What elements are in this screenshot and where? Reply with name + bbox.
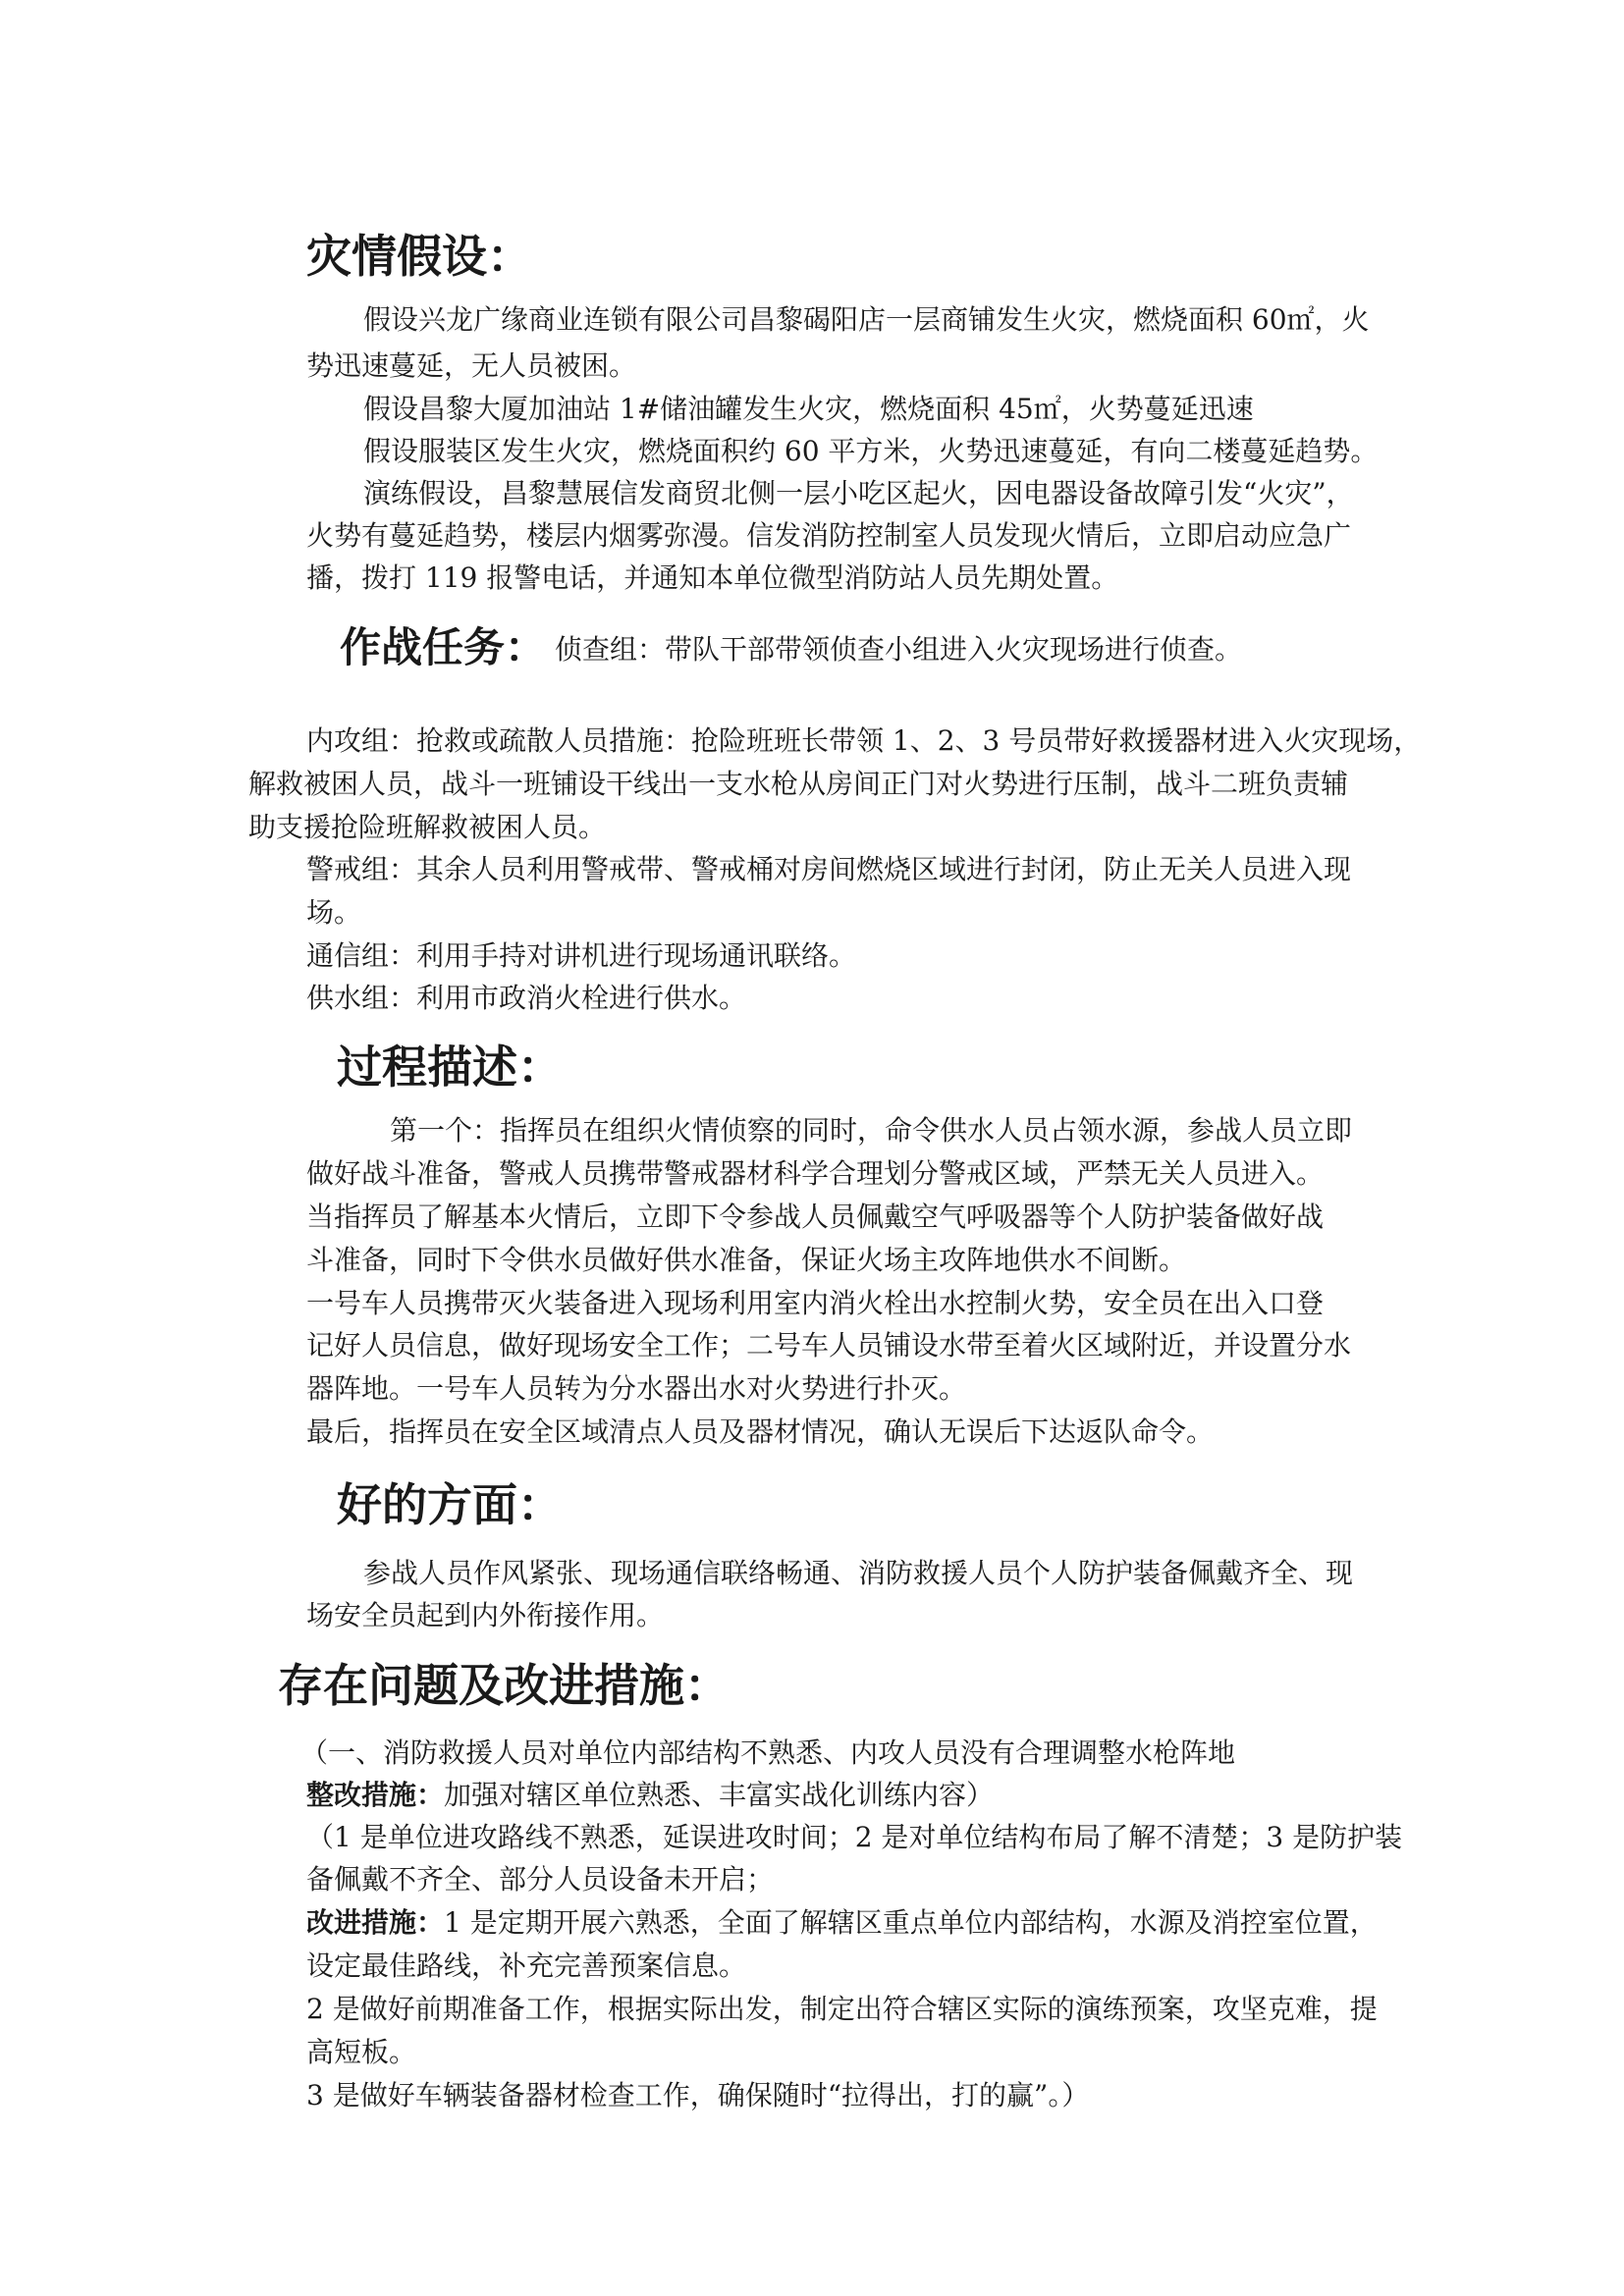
paragraph-line: 参战人员作风紧张、现场通信联络畅通、消防救援人员个人防护装备佩戴齐全、现 [363, 1557, 1354, 1589]
paragraph-line: 演练假设，昌黎慧展信发商贸北侧一层小吃区起火，因电器设备故障引发“火灾”， [363, 477, 1354, 509]
rectification-text: 加强对辖区单位熟悉、丰富实战化训练内容） [444, 1779, 995, 1811]
paragraph-line: 警戒组：其余人员利用警戒带、警戒桶对房间燃烧区域进行封闭，防止无关人员进入现 [306, 853, 1352, 885]
paragraph-line: 2 是做好前期准备工作，根据实际出发，制定出符合辖区实际的演练预案，攻坚克难，提 [306, 1993, 1378, 2025]
paragraph-line: 假设昌黎大厦加油站 1#储油罐发生火灾，燃烧面积 45㎡，火势蔓延迅速 [363, 393, 1254, 425]
improvement-label: 改进措施： [306, 1906, 445, 1939]
paragraph-line: 火势有蔓延趋势，楼层内烟雾弥漫。信发消防控制室人员发现火情后，立即启动应急广 [306, 519, 1352, 552]
heading-combat-task: 作战任务： [340, 623, 547, 671]
paragraph-line: 供水组：利用市政消火栓进行供水。 [306, 982, 747, 1014]
paragraph-line: 备佩戴不齐全、部分人员设备未开启； [306, 1863, 775, 1896]
paragraph-line: 内攻组：抢救或疏散人员措施：抢险班班长带领 1、2、3 号员带好救援器材进入火灾现场， [306, 724, 1422, 757]
paragraph-line: 一号车人员携带灭火装备进入现场利用室内消火栓出水控制火势，安全员在出入口登 [306, 1287, 1325, 1319]
paragraph-line: 侦查组：带队干部带领侦查小组进入火灾现场进行侦查。 [555, 633, 1243, 666]
heading-good-aspects: 好的方面： [337, 1478, 563, 1531]
paragraph-line: 假设服装区发生火灾，燃烧面积约 60 平方米，火势迅速蔓延，有向二楼蔓延趋势。 [363, 435, 1379, 467]
paragraph-line: 记好人员信息，做好现场安全工作；二号车人员铺设水带至着火区域附近，并设置分水 [306, 1329, 1352, 1362]
paragraph-line: 场安全员起到内外衔接作用。 [306, 1599, 665, 1631]
paragraph-line: （1 是单位进攻路线不熟悉，延误进攻时间；2 是对单位结构布局了解不清楚；3 是防护装 [306, 1821, 1403, 1853]
paragraph-line: 解救被困人员，战斗一班铺设干线出一支水枪从房间正门对火势进行压制，战斗二班负责辅 [248, 768, 1349, 800]
paragraph-line: 第一个：指挥员在组织火情侦察的同时，命令供水人员占领水源，参战人员立即 [390, 1114, 1353, 1147]
improvement-text: 1 是定期开展六熟悉，全面了解辖区重点单位内部结构，水源及消控室位置， [444, 1906, 1378, 1939]
paragraph-line: 3 是做好车辆装备器材检查工作，确保随时“拉得出，打的赢”。） [306, 2079, 1090, 2111]
paragraph-line: 播，拨打 119 报警电话，并通知本单位微型消防站人员先期处置。 [306, 561, 1119, 594]
paragraph-line: 势迅速蔓延，无人员被困。 [306, 349, 637, 382]
heading-problems-improvements: 存在问题及改进措施： [278, 1659, 730, 1712]
heading-process-description: 过程描述： [337, 1041, 563, 1094]
paragraph-line: 最后，指挥员在安全区域清点人员及器材情况，确认无误后下达返队命令。 [306, 1415, 1215, 1448]
heading-disaster-assumption: 灾情假设： [306, 230, 532, 283]
paragraph-line: 高短板。 [306, 2036, 417, 2068]
paragraph-line: 设定最佳路线，补充完善预案信息。 [306, 1949, 747, 1982]
paragraph-line: 助支援抢险班解救被困人员。 [248, 811, 607, 843]
paragraph-line: 当指挥员了解基本火情后，立即下令参战人员佩戴空气呼吸器等个人防护装备做好战 [306, 1201, 1325, 1233]
paragraph-line: 假设兴龙广缘商业连锁有限公司昌黎碣阳店一层商铺发生火灾，燃烧面积 60㎡，火 [363, 303, 1370, 336]
paragraph-line: 器阵地。一号车人员转为分水器出水对火势进行扑灭。 [306, 1372, 967, 1405]
paragraph-line: （一、消防救援人员对单位内部结构不熟悉、内攻人员没有合理调整水枪阵地 [300, 1736, 1236, 1769]
paragraph-line: 做好战斗准备，警戒人员携带警戒器材科学合理划分警戒区域，严禁无关人员进入。 [306, 1157, 1325, 1190]
paragraph-line: 场。 [306, 896, 362, 929]
paragraph-line: 通信组：利用手持对讲机进行现场通讯联络。 [306, 939, 857, 972]
paragraph-line [306, 1906, 1378, 1939]
paragraph-line: 斗准备，同时下令供水员做好供水准备，保证火场主攻阵地供水不间断。 [306, 1244, 1187, 1276]
rectification-label: 整改措施： [306, 1779, 445, 1811]
paragraph-line [306, 1779, 995, 1811]
